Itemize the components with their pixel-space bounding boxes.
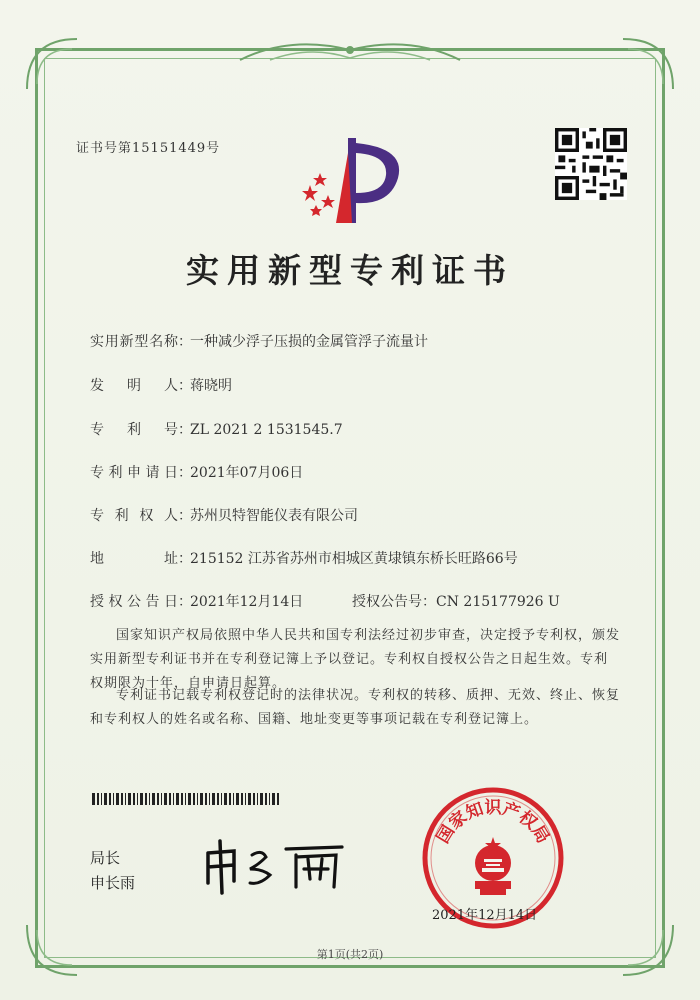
page-footer: 第1页(共2页) [316,948,384,961]
field-value: 苏州贝特智能仪表有限公司 [190,508,358,524]
field-value: 蒋晓明 [190,378,232,394]
field-grant-date: 授权公告日：2021年12月14日 [90,591,303,611]
field-label: 专利号 [90,422,178,438]
statement-paragraph-1: 国家知识产权局依照中华人民共和国专利法经过初步审查，决定授予专利权，颁发实用新型专利证书并在专利登记簿上予以登记。专利权自授权公告之日起生效。专利权期限为十年，自申请日起算。 [90,628,621,691]
field-value: ZL 2021 2 1531545.7 [190,422,343,438]
field-value: CN 215177926 U [436,594,560,610]
field-label: 专利申请日 [90,465,178,481]
corner-ornament-top-right [618,34,678,94]
field-patentee: 专利权人：苏州贝特智能仪表有限公司 [90,505,358,525]
field-value: 一种减少浮子压损的金属管浮子流量计 [190,334,428,350]
field-inventor: 发明人：蒋晓明 [90,375,232,395]
top-ornament [230,30,470,70]
certificate-number: 证书号第15151449号 [76,141,221,156]
seal-date: 2021年12月14日 [432,908,538,923]
field-label: 发明人 [90,378,178,394]
field-apply-date: 专利申请日：2021年07月06日 [90,462,303,482]
field-value: 215152 江苏省苏州市相城区黄埭镇东桥长旺路66号 [190,551,518,567]
barcode [92,793,280,805]
corner-ornament-top-left [22,34,82,94]
field-value: 2021年12月14日 [190,594,304,610]
signer-title: 局长 [90,849,121,867]
field-value: 2021年07月06日 [190,465,304,481]
qr-code [555,128,627,200]
field-address: 地址：215152 江苏省苏州市相城区黄埭镇东桥长旺路66号 [90,548,518,568]
field-model-name: 实用新型名称：一种减少浮子压损的金属管浮子流量计 [90,331,428,351]
field-patent-no: 专利号：ZL 2021 2 1531545.7 [90,419,343,439]
field-label: 授权公告日 [90,594,178,610]
statement-paragraph-2: 专利证书记载专利权登记时的法律状况。专利权的转移、质押、无效、终止、恢复和专利权人的姓名或名称、国籍、地址变更等事项记载在专利登记簿上。 [90,688,621,727]
handwritten-signature [200,835,350,895]
seal-text: 国家知识产权局 [433,798,553,848]
field-label: 地址 [90,551,178,567]
certificate-title: 实用新型专利证书 [186,251,514,290]
field-label: 实用新型名称 [90,334,178,350]
signer-name: 申长雨 [90,874,136,892]
cnipa-logo [298,133,408,228]
field-label: 授权公告号 [352,594,422,610]
field-grant-no: 授权公告号：CN 215177926 U [352,594,560,610]
field-label: 专利权人 [90,508,178,524]
